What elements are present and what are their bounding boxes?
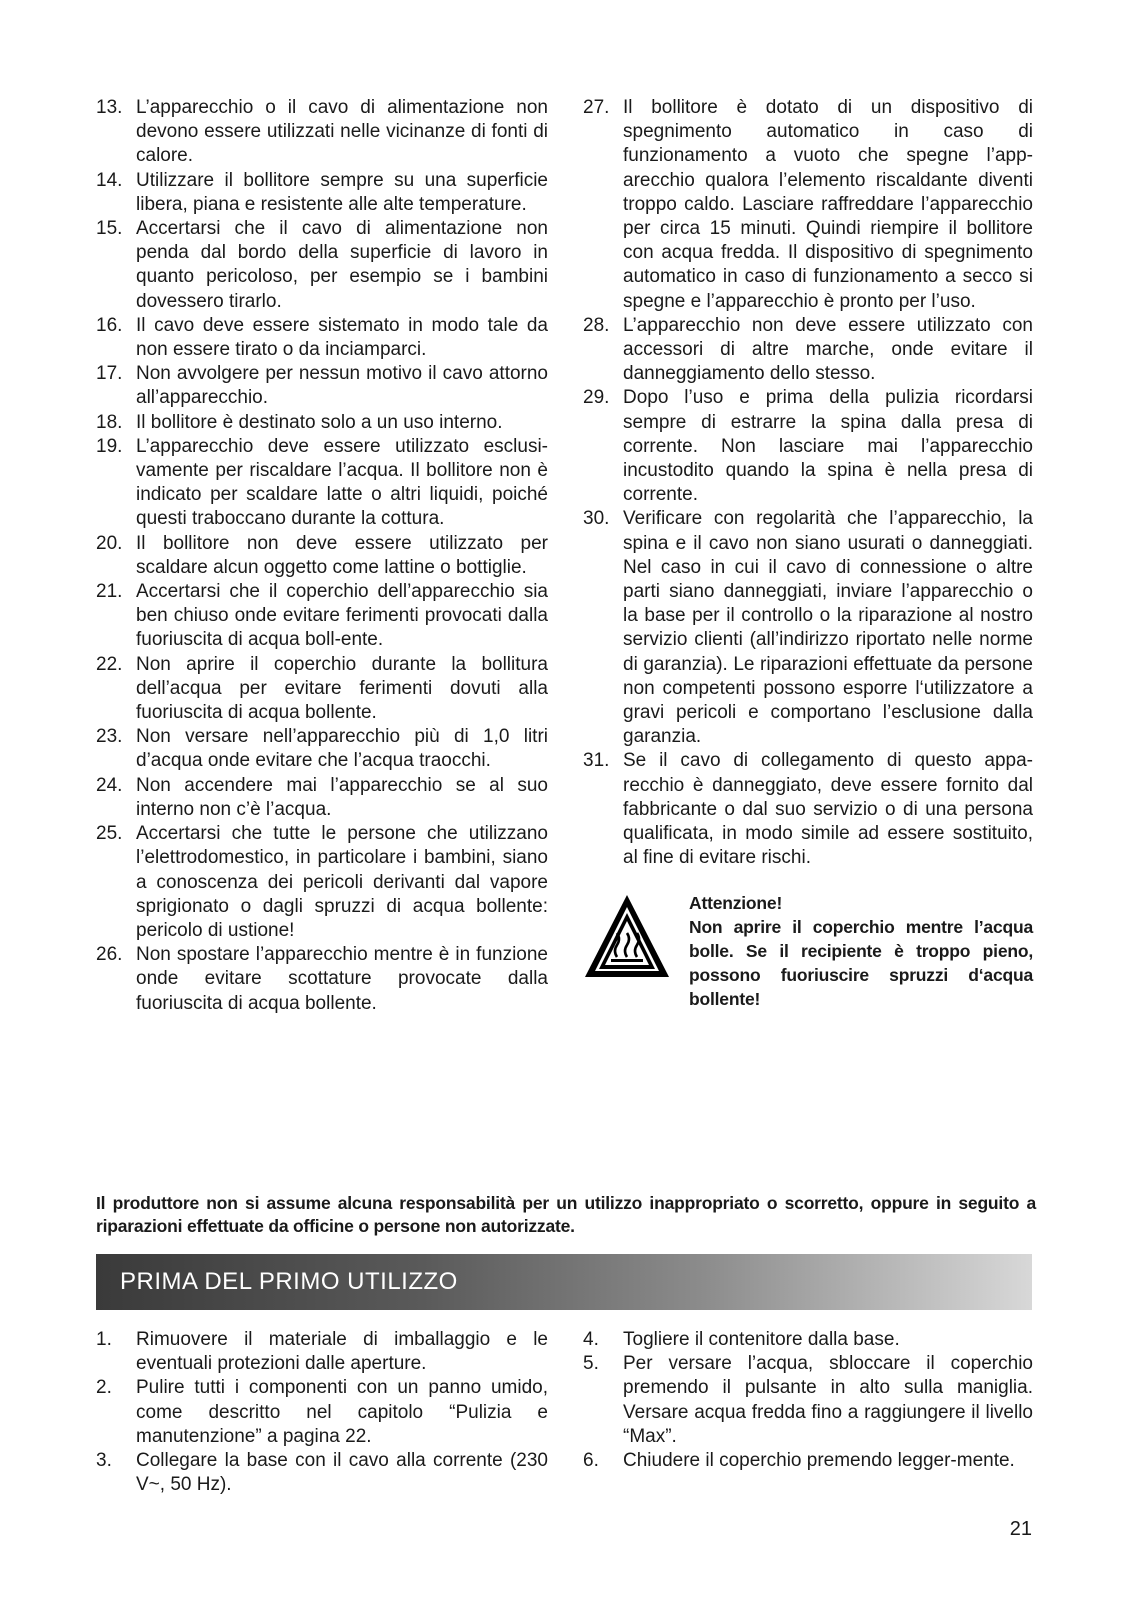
list-item bbox=[96, 314, 548, 362]
item-number: 25. bbox=[96, 823, 123, 845]
item-text: Utilizzare il bollitore sempre su una superficie libera, piana e resistente alle alte temperature. bbox=[136, 169, 548, 215]
item-number: 16. bbox=[96, 314, 123, 336]
liability-disclaimer: Il produttore non si assume alcuna responsabilità per un utilizzo inappropriato o scorretto, oppure in seguito a riparazioni effettuate da officine o persone non autorizzate. bbox=[96, 1193, 1036, 1236]
item-number: 26. bbox=[96, 944, 123, 966]
list-item bbox=[96, 653, 548, 726]
list-item bbox=[96, 725, 548, 773]
warning-title: Attenzione! bbox=[689, 892, 783, 913]
item-number: 29. bbox=[583, 387, 610, 409]
item-number: 14. bbox=[96, 169, 123, 191]
list-item bbox=[96, 96, 548, 169]
section-title: PRIMA DEL PRIMO UTILIZZO bbox=[120, 1268, 458, 1295]
list-item bbox=[96, 411, 548, 435]
item-number: 3. bbox=[96, 1450, 112, 1472]
item-number: 15. bbox=[96, 218, 123, 240]
list-item bbox=[96, 217, 548, 314]
item-text: Se il cavo di collegamento di questo appa-recchio è danneggiato, deve essere fornito dal fabbricante o dal suo servizio o di una persona qualificata, in modo simile ad essere sostituito, al fine di evitare rischi. bbox=[623, 750, 1033, 869]
item-number: 19. bbox=[96, 435, 123, 457]
list-item bbox=[96, 435, 548, 532]
list-item bbox=[583, 1352, 1033, 1449]
item-number: 13. bbox=[96, 97, 123, 118]
item-number: 2. bbox=[96, 1377, 112, 1399]
first-use-steps-left bbox=[96, 1328, 548, 1497]
item-text: Verificare con regolarità che l’apparecchio, la spina e il cavo non siano usurati o danneggiati. Nel caso in cui il cavo di connessione o altre parti siano danneggiati, inviare l’apparecchio o la base per il controllo o la riparazione al nostro servizio clienti (all’indirizzo riportato nelle norme di garanzia). Le riparazioni effettuate da persone non competenti possono esporre l‘utilizzatore a gravi pericoli e comportano l’esclusione dalla garanzia. bbox=[623, 508, 1033, 748]
item-number: 27. bbox=[583, 97, 610, 118]
item-number: 18. bbox=[96, 411, 123, 433]
list-item bbox=[96, 1449, 548, 1497]
hot-surface-warning-icon bbox=[583, 891, 671, 987]
list-item bbox=[583, 386, 1033, 507]
item-number: 17. bbox=[96, 363, 123, 385]
item-text: Collegare la base con il cavo alla corrente (230 V~, 50 Hz). bbox=[136, 1450, 548, 1496]
item-text: Il bollitore è destinato solo a un uso interno. bbox=[136, 411, 503, 433]
item-text: Accertarsi che tutte le persone che utilizzano l’elettrodomestico, in particolare i bambini, siano a conoscenza dei pericoli derivanti dal vapore sprigionato o dagli spruzzi di acqua bollente: pericolo di ustione! bbox=[136, 823, 548, 941]
item-text: Non aprire il coperchio durante la bollitura dell’acqua per evitare ferimenti dovuti alla fuoriuscita di acqua bollente. bbox=[136, 653, 548, 724]
item-text: Accertarsi che il coperchio dell’apparecchio sia ben chiuso onde evitare ferimenti provocati dalla fuoriuscita di acqua boll-ente. bbox=[136, 581, 548, 651]
item-text: Il cavo deve essere sistemato in modo tale da non essere tirato o da inciamparci. bbox=[136, 314, 548, 361]
warning-box bbox=[583, 891, 1033, 1011]
item-text: Il bollitore non deve essere utilizzato per scaldare alcun oggetto come lattine o bottiglie. bbox=[136, 532, 548, 578]
item-number: 20. bbox=[96, 532, 123, 554]
list-item bbox=[583, 96, 1033, 314]
item-number: 4. bbox=[583, 1329, 599, 1350]
item-text: Accertarsi che il cavo di alimentazione non penda dal bordo della superficie di lavoro in quanto pericoloso, per esempio se i bambini dovessero tirarlo. bbox=[136, 218, 548, 312]
item-number: 1. bbox=[96, 1329, 112, 1350]
list-item bbox=[96, 532, 548, 580]
item-text: Il bollitore è dotato di un dispositivo di spegnimento automatico in caso di funzionamento a vuoto che spegne l’app-arecchio qualora l’elemento riscaldante diventi troppo caldo. Lasciare raffreddare l’apparecchio per circa 15 minuti. Quindi riempire il bollitore con acqua fredda. Il dispositivo di spegnimento automatico in caso di funzionamento a secco si spegne e l’apparecchio è pronto per l’uso. bbox=[623, 97, 1033, 312]
list-item bbox=[583, 507, 1033, 749]
item-text: Chiudere il coperchio premendo legger-mente. bbox=[623, 1450, 1015, 1472]
item-text: Non avvolgere per nessun motivo il cavo attorno all’apparecchio. bbox=[136, 363, 548, 409]
list-item bbox=[96, 362, 548, 410]
list-item bbox=[96, 580, 548, 653]
page-number: 21 bbox=[1009, 1518, 1032, 1540]
list-item bbox=[96, 943, 548, 1016]
item-number: 24. bbox=[96, 774, 123, 796]
item-number: 6. bbox=[583, 1450, 599, 1472]
list-item bbox=[96, 822, 548, 943]
list-item bbox=[583, 1328, 1033, 1352]
item-number: 30. bbox=[583, 508, 610, 530]
list-item bbox=[583, 749, 1033, 870]
item-text: Rimuovere il materiale di imballaggio e le eventuali protezioni dalle aperture. bbox=[136, 1329, 548, 1375]
item-text: Pulire tutti i componenti con un panno umido, come descritto nel capitolo “Pulizia e manutenzione” a pagina 22. bbox=[136, 1377, 548, 1447]
list-item bbox=[583, 314, 1033, 387]
item-text: Non spostare l’apparecchio mentre è in funzione onde evitare scottature provocate dalla fuoriuscita di acqua bollente. bbox=[136, 944, 548, 1014]
warning-text bbox=[689, 891, 1033, 1011]
list-item bbox=[96, 1376, 548, 1449]
item-number: 22. bbox=[96, 653, 123, 675]
item-text: Per versare l’acqua, sbloccare il coperchio premendo il pulsante in alto sulla maniglia. Versare acqua fredda fino a raggiungere il livello “Max”. bbox=[623, 1353, 1033, 1447]
list-item bbox=[583, 1449, 1033, 1473]
item-text: L’apparecchio deve essere utilizzato esclusi-vamente per riscaldare l’acqua. Il bollitore non è indicato per scaldare latte o altri liquidi, poiché questi traboccano durante la cottura. bbox=[136, 435, 548, 530]
item-text: Dopo l’uso e prima della pulizia ricordarsi sempre di estrarre la spina dalla presa di corrente. Non lasciare mai l’apparecchio incustodito quando la spina è nella presa di corrente. bbox=[623, 387, 1033, 506]
first-use-steps-right bbox=[583, 1328, 1033, 1473]
item-number: 23. bbox=[96, 726, 123, 748]
list-item bbox=[96, 774, 548, 822]
item-number: 5. bbox=[583, 1353, 599, 1375]
item-text: Non accendere mai l’apparecchio se al suo interno non c’è l’acqua. bbox=[136, 774, 548, 820]
warning-message: Non aprire il coperchio mentre l’acqua bolle. Se il recipiente è troppo pieno, possono fuoriuscire spruzzi d‘acqua bollente! bbox=[689, 916, 1033, 1009]
safety-list-left bbox=[96, 96, 548, 1016]
item-number: 21. bbox=[96, 581, 123, 603]
item-text: L’apparecchio o il cavo di alimentazione non devono essere utilizzati nelle vicinanze di fonti di calore. bbox=[136, 97, 548, 167]
list-item bbox=[96, 1328, 548, 1376]
safety-list-right bbox=[583, 96, 1033, 1011]
item-number: 28. bbox=[583, 314, 610, 336]
item-number: 31. bbox=[583, 750, 610, 772]
item-text: Togliere il contenitore dalla base. bbox=[623, 1329, 900, 1350]
item-text: L’apparecchio non deve essere utilizzato con accessori di altre marche, onde evitare il danneggiamento dello stesso. bbox=[623, 314, 1033, 385]
item-text: Non versare nell’apparecchio più di 1,0 litri d’acqua onde evitare che l’acqua traocchi. bbox=[136, 726, 548, 772]
section-header bbox=[96, 1254, 1032, 1310]
list-item bbox=[96, 169, 548, 217]
